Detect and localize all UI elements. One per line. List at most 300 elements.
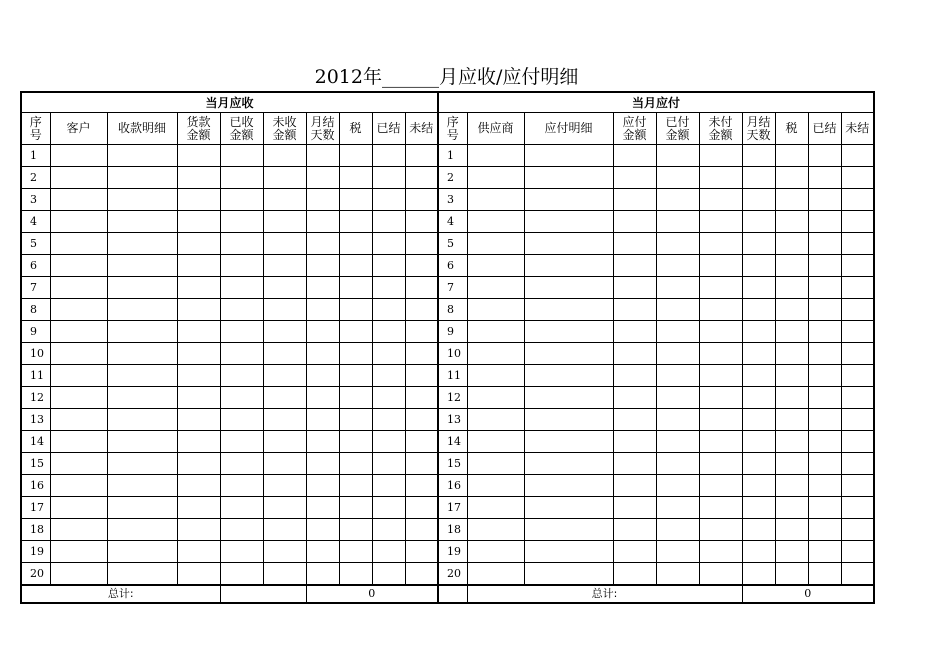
payable-cell[interactable] [841, 497, 874, 519]
payable-cell[interactable] [613, 453, 656, 475]
payable-cell[interactable] [467, 343, 524, 365]
receivable-cell[interactable] [177, 541, 220, 563]
payable-cell[interactable] [524, 563, 613, 586]
payable-cell[interactable] [613, 167, 656, 189]
payable-cell[interactable] [467, 387, 524, 409]
receivable-cell[interactable] [107, 475, 177, 497]
payable-cell[interactable] [775, 277, 808, 299]
receivable-cell[interactable] [220, 453, 263, 475]
receivable-cell[interactable] [405, 145, 438, 167]
receivable-cell[interactable] [107, 167, 177, 189]
payable-cell[interactable] [841, 409, 874, 431]
receivable-cell[interactable] [220, 343, 263, 365]
receivable-cell[interactable] [220, 277, 263, 299]
payable-cell[interactable] [524, 343, 613, 365]
payable-cell[interactable] [656, 365, 699, 387]
receivable-cell[interactable] [405, 409, 438, 431]
payable-cell[interactable] [524, 167, 613, 189]
payable-cell[interactable] [808, 519, 841, 541]
payable-cell[interactable] [775, 497, 808, 519]
receivable-cell[interactable] [306, 233, 339, 255]
receivable-cell[interactable] [339, 233, 372, 255]
payable-cell[interactable] [775, 563, 808, 586]
receivable-cell[interactable] [107, 365, 177, 387]
payable-cell[interactable] [841, 453, 874, 475]
receivable-cell[interactable] [372, 563, 405, 586]
receivable-cell[interactable] [220, 387, 263, 409]
payable-cell[interactable] [467, 167, 524, 189]
receivable-cell[interactable] [405, 321, 438, 343]
payable-cell[interactable] [699, 541, 742, 563]
payable-cell[interactable] [742, 563, 775, 586]
payable-cell[interactable] [524, 211, 613, 233]
payable-cell[interactable] [467, 189, 524, 211]
receivable-cell[interactable] [220, 365, 263, 387]
receivable-cell[interactable] [405, 365, 438, 387]
payable-cell[interactable] [775, 343, 808, 365]
payable-cell[interactable] [742, 541, 775, 563]
receivable-cell[interactable] [405, 167, 438, 189]
receivable-cell[interactable] [107, 343, 177, 365]
receivable-cell[interactable] [107, 189, 177, 211]
receivable-cell[interactable] [405, 497, 438, 519]
receivable-cell[interactable] [405, 233, 438, 255]
payable-cell[interactable] [467, 255, 524, 277]
payable-cell[interactable] [699, 365, 742, 387]
payable-cell[interactable] [775, 365, 808, 387]
receivable-cell[interactable] [50, 343, 107, 365]
receivable-cell[interactable] [306, 431, 339, 453]
payable-cell[interactable] [656, 255, 699, 277]
receivable-cell[interactable] [306, 255, 339, 277]
payable-cell[interactable] [808, 365, 841, 387]
payable-cell[interactable] [524, 475, 613, 497]
payable-cell[interactable] [742, 475, 775, 497]
payable-cell[interactable] [742, 431, 775, 453]
payable-cell[interactable] [699, 211, 742, 233]
payable-cell[interactable] [524, 387, 613, 409]
receivable-cell[interactable] [50, 255, 107, 277]
payable-cell[interactable] [699, 167, 742, 189]
receivable-cell[interactable] [405, 343, 438, 365]
payable-cell[interactable] [808, 211, 841, 233]
payable-cell[interactable] [467, 299, 524, 321]
payable-cell[interactable] [613, 277, 656, 299]
receivable-cell[interactable] [405, 541, 438, 563]
receivable-cell[interactable] [372, 299, 405, 321]
receivable-cell[interactable] [339, 255, 372, 277]
receivable-cell[interactable] [339, 519, 372, 541]
payable-cell[interactable] [524, 255, 613, 277]
receivable-cell[interactable] [339, 277, 372, 299]
payable-cell[interactable] [656, 189, 699, 211]
receivable-cell[interactable] [372, 277, 405, 299]
receivable-cell[interactable] [372, 211, 405, 233]
receivable-cell[interactable] [372, 365, 405, 387]
receivable-cell[interactable] [177, 519, 220, 541]
receivable-cell[interactable] [50, 519, 107, 541]
payable-cell[interactable] [841, 519, 874, 541]
receivable-cell[interactable] [405, 299, 438, 321]
receivable-cell[interactable] [177, 211, 220, 233]
receivable-cell[interactable] [263, 519, 306, 541]
payable-cell[interactable] [775, 299, 808, 321]
payable-cell[interactable] [613, 475, 656, 497]
receivable-cell[interactable] [306, 321, 339, 343]
payable-cell[interactable] [467, 211, 524, 233]
receivable-cell[interactable] [50, 233, 107, 255]
receivable-cell[interactable] [263, 189, 306, 211]
receivable-cell[interactable] [177, 563, 220, 586]
receivable-cell[interactable] [177, 475, 220, 497]
receivable-cell[interactable] [220, 409, 263, 431]
receivable-cell[interactable] [405, 387, 438, 409]
payable-cell[interactable] [467, 497, 524, 519]
receivable-cell[interactable] [372, 475, 405, 497]
receivable-cell[interactable] [339, 167, 372, 189]
receivable-cell[interactable] [220, 211, 263, 233]
receivable-cell[interactable] [177, 497, 220, 519]
receivable-cell[interactable] [220, 541, 263, 563]
payable-cell[interactable] [699, 145, 742, 167]
payable-cell[interactable] [775, 519, 808, 541]
receivable-cell[interactable] [220, 321, 263, 343]
payable-cell[interactable] [841, 541, 874, 563]
payable-cell[interactable] [808, 145, 841, 167]
payable-cell[interactable] [841, 167, 874, 189]
payable-cell[interactable] [742, 145, 775, 167]
payable-cell[interactable] [613, 387, 656, 409]
payable-cell[interactable] [775, 321, 808, 343]
payable-cell[interactable] [808, 541, 841, 563]
payable-cell[interactable] [699, 343, 742, 365]
payable-cell[interactable] [742, 189, 775, 211]
receivable-cell[interactable] [107, 409, 177, 431]
payable-cell[interactable] [524, 431, 613, 453]
payable-cell[interactable] [699, 453, 742, 475]
receivable-cell[interactable] [50, 541, 107, 563]
receivable-cell[interactable] [220, 563, 263, 586]
receivable-cell[interactable] [372, 343, 405, 365]
payable-cell[interactable] [656, 387, 699, 409]
payable-cell[interactable] [613, 145, 656, 167]
receivable-cell[interactable] [107, 497, 177, 519]
receivable-cell[interactable] [220, 431, 263, 453]
payable-cell[interactable] [467, 145, 524, 167]
receivable-cell[interactable] [306, 145, 339, 167]
payable-cell[interactable] [808, 343, 841, 365]
payable-cell[interactable] [613, 563, 656, 586]
payable-cell[interactable] [524, 497, 613, 519]
receivable-cell[interactable] [405, 519, 438, 541]
payable-cell[interactable] [524, 541, 613, 563]
payable-cell[interactable] [808, 167, 841, 189]
payable-cell[interactable] [613, 211, 656, 233]
payable-cell[interactable] [613, 299, 656, 321]
receivable-cell[interactable] [220, 145, 263, 167]
receivable-cell[interactable] [372, 541, 405, 563]
receivable-cell[interactable] [339, 343, 372, 365]
receivable-cell[interactable] [339, 189, 372, 211]
payable-cell[interactable] [775, 255, 808, 277]
payable-cell[interactable] [524, 519, 613, 541]
receivable-cell[interactable] [220, 497, 263, 519]
receivable-cell[interactable] [306, 299, 339, 321]
receivable-cell[interactable] [263, 299, 306, 321]
payable-cell[interactable] [656, 299, 699, 321]
receivable-cell[interactable] [107, 519, 177, 541]
payable-cell[interactable] [656, 409, 699, 431]
payable-cell[interactable] [742, 453, 775, 475]
payable-cell[interactable] [524, 277, 613, 299]
receivable-cell[interactable] [50, 563, 107, 586]
payable-cell[interactable] [656, 563, 699, 586]
receivable-cell[interactable] [306, 541, 339, 563]
receivable-cell[interactable] [107, 387, 177, 409]
receivable-cell[interactable] [405, 211, 438, 233]
receivable-cell[interactable] [50, 453, 107, 475]
payable-cell[interactable] [656, 211, 699, 233]
payable-cell[interactable] [613, 233, 656, 255]
payable-cell[interactable] [775, 453, 808, 475]
payable-cell[interactable] [699, 233, 742, 255]
payable-cell[interactable] [699, 189, 742, 211]
receivable-cell[interactable] [107, 431, 177, 453]
payable-cell[interactable] [808, 497, 841, 519]
receivable-cell[interactable] [306, 211, 339, 233]
receivable-cell[interactable] [263, 277, 306, 299]
receivable-cell[interactable] [50, 189, 107, 211]
payable-cell[interactable] [841, 387, 874, 409]
receivable-cell[interactable] [405, 563, 438, 586]
payable-cell[interactable] [613, 189, 656, 211]
payable-cell[interactable] [742, 233, 775, 255]
receivable-cell[interactable] [263, 365, 306, 387]
receivable-cell[interactable] [263, 541, 306, 563]
receivable-cell[interactable] [177, 277, 220, 299]
payable-cell[interactable] [808, 387, 841, 409]
receivable-cell[interactable] [263, 145, 306, 167]
receivable-cell[interactable] [50, 409, 107, 431]
receivable-cell[interactable] [177, 233, 220, 255]
payable-cell[interactable] [775, 409, 808, 431]
payable-cell[interactable] [841, 343, 874, 365]
payable-cell[interactable] [699, 255, 742, 277]
payable-cell[interactable] [808, 409, 841, 431]
receivable-cell[interactable] [263, 409, 306, 431]
receivable-cell[interactable] [50, 497, 107, 519]
payable-cell[interactable] [524, 365, 613, 387]
receivable-cell[interactable] [107, 321, 177, 343]
payable-cell[interactable] [742, 321, 775, 343]
receivable-cell[interactable] [50, 145, 107, 167]
receivable-cell[interactable] [177, 189, 220, 211]
payable-cell[interactable] [467, 431, 524, 453]
payable-cell[interactable] [808, 563, 841, 586]
receivable-cell[interactable] [372, 387, 405, 409]
receivable-cell[interactable] [372, 519, 405, 541]
payable-cell[interactable] [808, 189, 841, 211]
payable-cell[interactable] [699, 299, 742, 321]
receivable-cell[interactable] [339, 145, 372, 167]
receivable-cell[interactable] [372, 409, 405, 431]
payable-cell[interactable] [775, 475, 808, 497]
payable-cell[interactable] [841, 145, 874, 167]
payable-cell[interactable] [699, 387, 742, 409]
payable-cell[interactable] [467, 365, 524, 387]
receivable-cell[interactable] [263, 387, 306, 409]
payable-cell[interactable] [841, 475, 874, 497]
payable-cell[interactable] [775, 541, 808, 563]
payable-cell[interactable] [808, 431, 841, 453]
payable-cell[interactable] [808, 321, 841, 343]
receivable-cell[interactable] [306, 475, 339, 497]
receivable-cell[interactable] [372, 497, 405, 519]
receivable-cell[interactable] [372, 255, 405, 277]
payable-cell[interactable] [467, 453, 524, 475]
receivable-cell[interactable] [372, 321, 405, 343]
receivable-cell[interactable] [306, 365, 339, 387]
receivable-cell[interactable] [50, 475, 107, 497]
receivable-cell[interactable] [405, 189, 438, 211]
payable-cell[interactable] [656, 321, 699, 343]
receivable-cell[interactable] [50, 167, 107, 189]
receivable-cell[interactable] [306, 497, 339, 519]
payable-cell[interactable] [524, 145, 613, 167]
receivable-cell[interactable] [220, 475, 263, 497]
receivable-cell[interactable] [107, 233, 177, 255]
payable-cell[interactable] [656, 475, 699, 497]
receivable-cell[interactable] [339, 299, 372, 321]
receivable-cell[interactable] [263, 233, 306, 255]
receivable-cell[interactable] [263, 343, 306, 365]
receivable-cell[interactable] [372, 189, 405, 211]
receivable-cell[interactable] [263, 431, 306, 453]
payable-cell[interactable] [699, 277, 742, 299]
payable-cell[interactable] [775, 431, 808, 453]
receivable-cell[interactable] [405, 475, 438, 497]
receivable-cell[interactable] [177, 453, 220, 475]
receivable-cell[interactable] [107, 563, 177, 586]
receivable-cell[interactable] [306, 519, 339, 541]
payable-cell[interactable] [656, 519, 699, 541]
payable-cell[interactable] [841, 299, 874, 321]
payable-cell[interactable] [742, 497, 775, 519]
payable-cell[interactable] [742, 167, 775, 189]
receivable-cell[interactable] [50, 431, 107, 453]
receivable-cell[interactable] [372, 167, 405, 189]
payable-cell[interactable] [742, 365, 775, 387]
receivable-cell[interactable] [339, 563, 372, 586]
receivable-cell[interactable] [263, 475, 306, 497]
receivable-cell[interactable] [177, 255, 220, 277]
payable-cell[interactable] [656, 541, 699, 563]
receivable-cell[interactable] [372, 431, 405, 453]
payable-cell[interactable] [613, 497, 656, 519]
receivable-cell[interactable] [107, 299, 177, 321]
receivable-cell[interactable] [50, 387, 107, 409]
receivable-cell[interactable] [107, 277, 177, 299]
payable-cell[interactable] [524, 453, 613, 475]
receivable-cell[interactable] [339, 431, 372, 453]
payable-cell[interactable] [841, 189, 874, 211]
payable-cell[interactable] [467, 563, 524, 586]
payable-cell[interactable] [524, 233, 613, 255]
payable-cell[interactable] [656, 277, 699, 299]
receivable-cell[interactable] [220, 167, 263, 189]
receivable-cell[interactable] [107, 541, 177, 563]
receivable-cell[interactable] [263, 563, 306, 586]
payable-cell[interactable] [613, 409, 656, 431]
payable-cell[interactable] [656, 453, 699, 475]
payable-cell[interactable] [699, 409, 742, 431]
receivable-cell[interactable] [263, 255, 306, 277]
receivable-cell[interactable] [220, 519, 263, 541]
receivable-cell[interactable] [306, 409, 339, 431]
payable-cell[interactable] [699, 497, 742, 519]
payable-cell[interactable] [742, 299, 775, 321]
receivable-cell[interactable] [339, 211, 372, 233]
payable-cell[interactable] [699, 475, 742, 497]
payable-cell[interactable] [699, 321, 742, 343]
receivable-cell[interactable] [220, 255, 263, 277]
payable-cell[interactable] [656, 233, 699, 255]
receivable-cell[interactable] [50, 277, 107, 299]
payable-cell[interactable] [808, 453, 841, 475]
payable-cell[interactable] [841, 211, 874, 233]
receivable-cell[interactable] [107, 453, 177, 475]
receivable-cell[interactable] [339, 387, 372, 409]
receivable-cell[interactable] [177, 343, 220, 365]
payable-cell[interactable] [467, 409, 524, 431]
payable-cell[interactable] [699, 563, 742, 586]
payable-cell[interactable] [656, 431, 699, 453]
receivable-cell[interactable] [50, 321, 107, 343]
payable-cell[interactable] [775, 233, 808, 255]
payable-cell[interactable] [742, 211, 775, 233]
receivable-cell[interactable] [107, 211, 177, 233]
payable-cell[interactable] [841, 431, 874, 453]
receivable-cell[interactable] [339, 475, 372, 497]
receivable-cell[interactable] [306, 563, 339, 586]
receivable-cell[interactable] [339, 365, 372, 387]
receivable-cell[interactable] [372, 145, 405, 167]
receivable-cell[interactable] [306, 277, 339, 299]
receivable-cell[interactable] [177, 365, 220, 387]
payable-cell[interactable] [742, 277, 775, 299]
payable-cell[interactable] [742, 409, 775, 431]
payable-cell[interactable] [699, 519, 742, 541]
payable-cell[interactable] [613, 321, 656, 343]
payable-cell[interactable] [699, 431, 742, 453]
receivable-cell[interactable] [405, 431, 438, 453]
receivable-cell[interactable] [177, 321, 220, 343]
receivable-cell[interactable] [177, 431, 220, 453]
payable-cell[interactable] [742, 343, 775, 365]
receivable-cell[interactable] [177, 167, 220, 189]
payable-cell[interactable] [841, 321, 874, 343]
receivable-cell[interactable] [263, 211, 306, 233]
receivable-cell[interactable] [339, 497, 372, 519]
payable-cell[interactable] [524, 189, 613, 211]
receivable-cell[interactable] [177, 409, 220, 431]
receivable-cell[interactable] [339, 453, 372, 475]
payable-cell[interactable] [775, 211, 808, 233]
receivable-cell[interactable] [263, 497, 306, 519]
payable-cell[interactable] [613, 431, 656, 453]
receivable-cell[interactable] [263, 167, 306, 189]
payable-cell[interactable] [524, 409, 613, 431]
